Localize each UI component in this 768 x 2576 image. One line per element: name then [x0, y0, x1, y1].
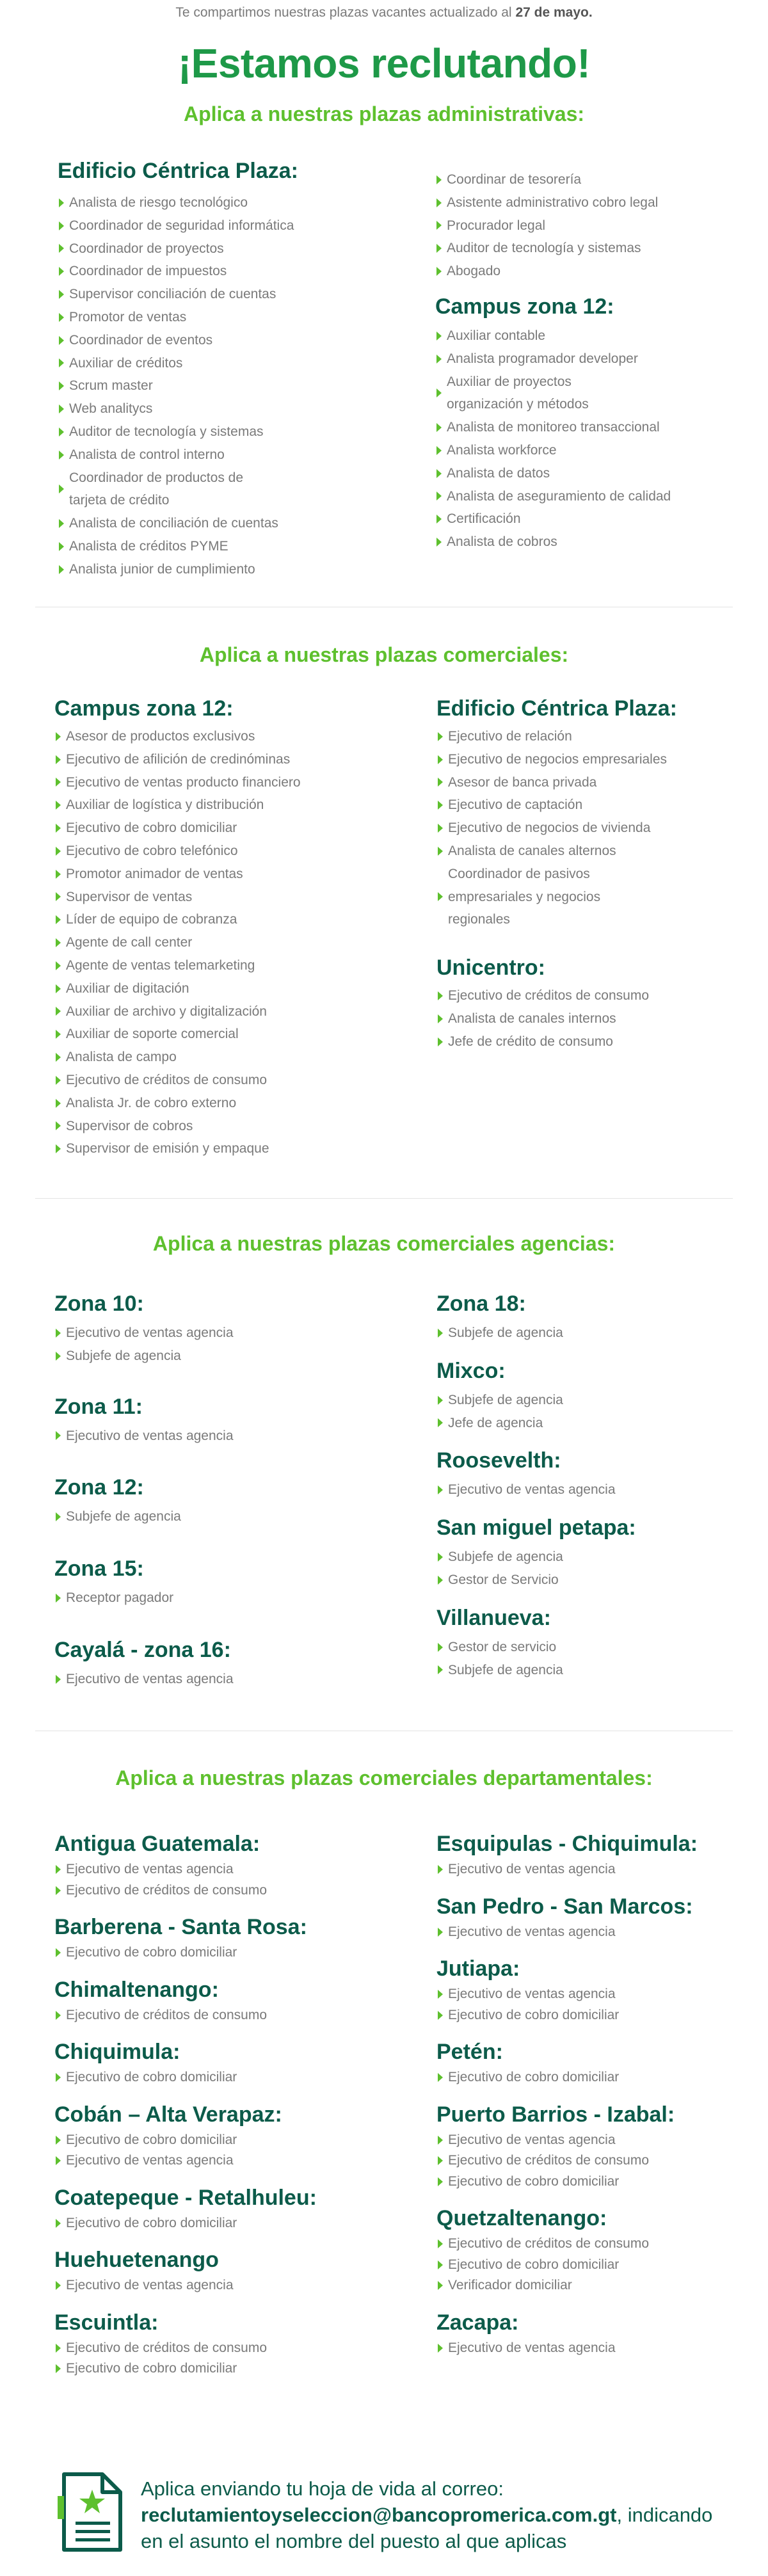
- apply-footer: [58, 2470, 736, 2554]
- vacancy-item: Asistente administrativo cobro legal: [435, 191, 736, 214]
- location-group: [436, 956, 744, 1053]
- location-group: [435, 294, 736, 554]
- vacancy-item: Analista de conciliación de cuentas: [58, 512, 403, 535]
- section-agencias-right: [436, 1292, 744, 1681]
- vacancy-list: [436, 1636, 744, 1682]
- vacancy-item: Auxiliar de digitación: [54, 977, 413, 1000]
- vacancy-item: Ejecutivo de relación: [436, 725, 744, 748]
- vacancy-item: Ejecutivo de créditos de consumo: [54, 1069, 413, 1092]
- vacancy-list: [436, 2338, 744, 2359]
- vacancy-list: [436, 984, 744, 1053]
- vacancy-list: [436, 2130, 744, 2193]
- section-departamentales-left: [54, 1832, 413, 2380]
- location-group: [436, 1894, 744, 1943]
- location-title: Cayalá - zona 16:: [54, 1637, 231, 1662]
- vacancy-item: Analista de control interno: [58, 444, 403, 467]
- vacancy-item: Ejecutivo de ventas agencia: [436, 1922, 744, 1943]
- vacancy-item: Analista Jr. de cobro externo: [54, 1092, 413, 1115]
- location-title: Edificio Céntrica Plaza:: [436, 696, 677, 721]
- vacancy-list: [435, 168, 736, 283]
- vacancy-item: Ejecutivo de captación: [436, 794, 744, 817]
- location-group: [436, 696, 744, 931]
- location-title: Zona 10:: [54, 1292, 144, 1316]
- section-divider: [35, 1198, 733, 1199]
- vacancy-list: [58, 191, 403, 581]
- location-title: Chiquimula:: [54, 2040, 180, 2064]
- vacancy-item: Ejecutivo de ventas agencia: [436, 1478, 744, 1501]
- vacancy-item: Ejecutivo de cobro telefónico: [54, 840, 413, 863]
- location-title: Zona 11:: [54, 1394, 143, 1419]
- vacancy-item: Gestor de Servicio: [436, 1569, 744, 1592]
- section-agencias-left: [54, 1292, 413, 1691]
- vacancy-list: [54, 2338, 413, 2380]
- vacancy-item: Promotor de ventas: [58, 306, 403, 329]
- vacancy-item: Ejecutivo de cobro domiciliar: [54, 2130, 413, 2151]
- vacancy-item: Analista de aseguramiento de calidad: [435, 485, 736, 508]
- location-title: Coatepeque - Retalhuleu:: [54, 2185, 317, 2210]
- location-group: [54, 2040, 413, 2088]
- vacancy-item: Jefe de agencia: [436, 1412, 744, 1435]
- vacancy-list: [436, 1322, 744, 1345]
- location-group: [436, 1292, 744, 1345]
- location-group: [54, 2186, 413, 2234]
- vacancy-item: Ejecutivo de cobro domiciliar: [436, 2172, 744, 2193]
- location-title: Zona 12:: [54, 1475, 144, 1500]
- vacancy-item: Auxiliar de soporte comercial: [54, 1023, 413, 1046]
- vacancy-list: [54, 1322, 413, 1368]
- vacancy-item: Coordinador de impuestos: [58, 260, 403, 283]
- location-title: Esquipulas - Chiquimula:: [436, 1832, 698, 1856]
- vacancy-item: Ejecutivo de cobro domiciliar: [54, 2067, 413, 2088]
- vacancy-item: Coordinador de seguridad informática: [58, 214, 403, 237]
- location-title: Edificio Céntrica Plaza:: [58, 159, 298, 183]
- vacancy-item: Web analitycs: [58, 397, 403, 420]
- vacancy-item: Ejecutivo de cobro domiciliar: [436, 2067, 744, 2088]
- location-group: [436, 2040, 744, 2088]
- vacancy-item: Scrum master: [58, 374, 403, 397]
- vacancy-item: Ejecutivo de negocios empresariales: [436, 748, 744, 771]
- vacancy-list: [54, 1859, 413, 1901]
- section-administrativas-right: [435, 168, 736, 554]
- vacancy-item: Ejecutivo de cobro domiciliar: [436, 2005, 744, 2026]
- vacancy-item: Auxiliar de proyectos organización y métodos: [435, 371, 646, 417]
- vacancy-item: Ejecutivo de ventas agencia: [436, 2338, 744, 2359]
- location-title: San Pedro - San Marcos:: [436, 1894, 693, 1919]
- vacancy-item: Supervisor conciliación de cuentas: [58, 283, 403, 306]
- vacancy-item: Coordinador de pasivos empresariales y negocios regionales: [436, 863, 648, 931]
- location-title: Jutiapa:: [436, 1956, 520, 1981]
- vacancy-list: [54, 1587, 413, 1610]
- location-group: [436, 1516, 744, 1592]
- vacancy-item: Ejecutivo de créditos de consumo: [436, 984, 744, 1007]
- section-title-administrativas: Aplica a nuestras plazas administrativas:: [183, 102, 585, 125]
- vacancy-item: Ejecutivo de ventas agencia: [436, 1984, 744, 2005]
- vacancy-item: Ejecutivo de afilición de credinóminas: [54, 748, 413, 771]
- vacancy-list: [436, 1922, 744, 1943]
- vacancy-item: Ejecutivo de ventas agencia: [54, 1859, 413, 1880]
- vacancy-item: Procurador legal: [435, 214, 736, 237]
- section-comerciales-left: [54, 696, 413, 1160]
- vacancy-item: Certificación: [435, 508, 736, 531]
- vacancy-item: Ejecutivo de cobro domiciliar: [54, 817, 413, 840]
- page-title: ¡Estamos reclutando!: [177, 40, 591, 86]
- apply-instructions: Aplica enviando tu hoja de vida al correo: reclutamientoyseleccion@bancopromerica.com.gt, indicando en el asunto el nombre del puesto al que aplicas: [141, 2477, 713, 2552]
- vacancy-item: Supervisor de ventas: [54, 886, 413, 909]
- vacancy-item: Abogado: [435, 260, 736, 283]
- vacancy-item: Auxiliar de créditos: [58, 352, 403, 375]
- vacancy-item: Subjefe de agencia: [436, 1546, 744, 1569]
- vacancy-item: Coordinador de eventos: [58, 329, 403, 352]
- vacancy-list: [54, 1942, 413, 1964]
- section-administrativas-left: [58, 159, 403, 581]
- vacancy-item: Analista workforce: [435, 439, 736, 462]
- vacancy-item: Ejecutivo de cobro domiciliar: [54, 2213, 413, 2234]
- location-group: [436, 2102, 744, 2193]
- vacancy-item: Ejecutivo de ventas agencia: [436, 2130, 744, 2151]
- vacancy-list: [54, 2067, 413, 2088]
- location-title: Roosevelth:: [436, 1448, 561, 1473]
- vacancy-item: Subjefe de agencia: [436, 1322, 744, 1345]
- vacancy-item: Analista de datos: [435, 462, 736, 485]
- vacancy-item: Ejecutivo de créditos de consumo: [54, 2005, 413, 2026]
- location-title: Petén:: [436, 2040, 503, 2064]
- location-title: Mixco:: [436, 1358, 506, 1383]
- vacancy-item: Ejecutivo de cobro domiciliar: [436, 2255, 744, 2276]
- location-group: [54, 1915, 413, 1964]
- vacancy-item: Auditor de tecnología y sistemas: [58, 420, 403, 444]
- vacancy-item: Ejecutivo de ventas agencia: [54, 1425, 413, 1448]
- location-title: Campus zona 12:: [435, 294, 614, 319]
- vacancy-list: [54, 1425, 413, 1448]
- vacancy-item: Analista de créditos PYME: [58, 535, 403, 558]
- vacancy-item: Auxiliar de logística y distribución: [54, 794, 413, 817]
- vacancy-item: Subjefe de agencia: [54, 1345, 413, 1368]
- vacancy-item: Analista de cobros: [435, 531, 736, 554]
- vacancy-list: [54, 1668, 413, 1691]
- vacancy-item: Agente de call center: [54, 931, 413, 954]
- location-title: Antigua Guatemala:: [54, 1832, 260, 1856]
- location-group: [436, 1359, 744, 1435]
- location-title: Villanueva:: [436, 1605, 551, 1630]
- vacancy-item: Ejecutivo de ventas agencia: [54, 2150, 413, 2172]
- vacancy-item: Ejecutivo de ventas agencia: [54, 2275, 413, 2296]
- location-group: [54, 1978, 413, 2026]
- vacancy-item: Verificador domiciliar: [436, 2275, 744, 2296]
- location-title: Zona 18:: [436, 1292, 526, 1316]
- vacancy-list: [436, 1478, 744, 1501]
- vacancy-list: [436, 1984, 744, 2026]
- location-group: [54, 696, 413, 1160]
- vacancy-list: [54, 2275, 413, 2296]
- section-title-agencias: Aplica a nuestras plazas comerciales agencias:: [152, 1232, 616, 1255]
- vacancy-item: Ejecutivo de ventas agencia: [54, 1668, 413, 1691]
- location-title: Barberena - Santa Rosa:: [54, 1915, 307, 1939]
- vacancy-item: Subjefe de agencia: [436, 1659, 744, 1682]
- section-title-departamentales: Aplica a nuestras plazas comerciales departamentales:: [115, 1766, 653, 1789]
- location-group: [58, 159, 403, 581]
- location-group: [54, 1556, 413, 1610]
- vacancy-item: Coordinador de proyectos: [58, 237, 403, 260]
- location-group: [54, 1832, 413, 1901]
- section-departamentales-right: [436, 1832, 744, 2358]
- vacancy-item: Analista junior de cumplimiento: [58, 558, 403, 581]
- intro-date: 27 de mayo.: [515, 5, 593, 20]
- location-title: Cobán – Alta Verapaz:: [54, 2102, 282, 2127]
- vacancy-item: Ejecutivo de ventas producto financiero: [54, 771, 413, 794]
- vacancy-item: Analista de monitoreo transaccional: [435, 416, 736, 439]
- location-title: Puerto Barrios - Izabal:: [436, 2102, 675, 2127]
- location-group: [436, 1832, 744, 1880]
- vacancy-item: Ejecutivo de créditos de consumo: [436, 2234, 744, 2255]
- vacancy-item: Subjefe de agencia: [436, 1389, 744, 1412]
- vacancy-list: [435, 324, 736, 554]
- location-title: Chimaltenango:: [54, 1977, 219, 2002]
- vacancy-list: [54, 725, 413, 1160]
- vacancy-item: Analista de riesgo tecnológico: [58, 191, 403, 214]
- vacancy-item: Analista de canales internos: [436, 1007, 744, 1030]
- cv-document-icon: [58, 2470, 128, 2554]
- location-title: Huehuetenango: [54, 2248, 219, 2272]
- location-title: Unicentro:: [436, 956, 545, 980]
- vacancy-item: Jefe de crédito de consumo: [436, 1030, 744, 1053]
- location-title: Campus zona 12:: [54, 696, 234, 721]
- location-group: [436, 1956, 744, 2026]
- vacancy-list: [436, 1389, 744, 1435]
- recruitment-email-link[interactable]: reclutamientoyseleccion@bancopromerica.com.gt: [141, 2504, 617, 2526]
- vacancy-item: Auxiliar de archivo y digitalización: [54, 1000, 413, 1023]
- vacancy-item: Líder de equipo de cobranza: [54, 908, 413, 931]
- vacancy-item: Ejecutivo de ventas agencia: [54, 1322, 413, 1345]
- location-title: Zacapa:: [436, 2310, 519, 2335]
- vacancy-item: Subjefe de agencia: [54, 1505, 413, 1528]
- vacancy-list: [54, 2130, 413, 2172]
- vacancy-item: Promotor animador de ventas: [54, 863, 413, 886]
- vacancy-list: [436, 2234, 744, 2296]
- vacancy-item: Asesor de banca privada: [436, 771, 744, 794]
- location-group: [436, 1448, 744, 1501]
- location-group: [54, 1475, 413, 1528]
- location-group: [54, 2310, 413, 2380]
- vacancy-item: Supervisor de emisión y empaque: [54, 1137, 413, 1160]
- section-comerciales-right: [436, 696, 744, 1053]
- vacancy-item: Auditor de tecnología y sistemas: [435, 237, 736, 260]
- vacancy-item: Analista de campo: [54, 1046, 413, 1069]
- vacancy-item: Supervisor de cobros: [54, 1115, 413, 1138]
- vacancy-item: Analista programador developer: [435, 348, 736, 371]
- vacancy-item: Ejecutivo de créditos de consumo: [54, 1880, 413, 1901]
- vacancy-list: [436, 2067, 744, 2088]
- vacancy-item: Ejecutivo de negocios de vivienda: [436, 817, 744, 840]
- vacancy-list: [436, 1859, 744, 1880]
- section-title-comerciales: Aplica a nuestras plazas comerciales:: [199, 643, 569, 666]
- vacancy-list: [436, 725, 744, 931]
- vacancy-list: [54, 2213, 413, 2234]
- location-title: Zona 15:: [54, 1556, 144, 1581]
- vacancy-item: Coordinar de tesorería: [435, 168, 736, 191]
- vacancy-list: [54, 1505, 413, 1528]
- location-group: [436, 2310, 744, 2359]
- vacancy-item: Gestor de servicio: [436, 1636, 744, 1659]
- location-group: [54, 2248, 413, 2296]
- vacancy-item: Ejecutivo de ventas agencia: [436, 1859, 744, 1880]
- vacancy-item: Asesor de productos exclusivos: [54, 725, 413, 748]
- vacancy-item: Ejecutivo de cobro domiciliar: [54, 1942, 413, 1964]
- vacancy-item: Auxiliar contable: [435, 324, 736, 348]
- vacancy-item: Ejecutivo de créditos de consumo: [54, 2338, 413, 2359]
- location-group: [54, 1292, 413, 1368]
- location-group: [54, 1638, 413, 1691]
- location-group: [54, 1395, 413, 1448]
- location-group: [54, 2102, 413, 2172]
- location-group: [435, 168, 736, 283]
- location-title: San miguel petapa:: [436, 1516, 636, 1540]
- vacancy-item: Analista de canales alternos: [436, 840, 744, 863]
- location-title: Quetzaltenango:: [436, 2206, 607, 2230]
- vacancy-item: Ejecutivo de cobro domiciliar: [54, 2358, 413, 2380]
- location-group: [436, 1606, 744, 1682]
- location-title: Escuintla:: [54, 2310, 159, 2335]
- intro-text: Te compartimos nuestras plazas vacantes actualizado al 27 de mayo.: [175, 5, 593, 20]
- location-group: [436, 2206, 744, 2296]
- vacancy-item: Coordinador de productos de tarjeta de crédito: [58, 467, 269, 513]
- vacancy-item: Ejecutivo de créditos de consumo: [436, 2150, 744, 2172]
- vacancy-list: [436, 1546, 744, 1592]
- vacancy-item: Receptor pagador: [54, 1587, 413, 1610]
- vacancy-list: [54, 2005, 413, 2026]
- vacancy-item: Agente de ventas telemarketing: [54, 954, 413, 977]
